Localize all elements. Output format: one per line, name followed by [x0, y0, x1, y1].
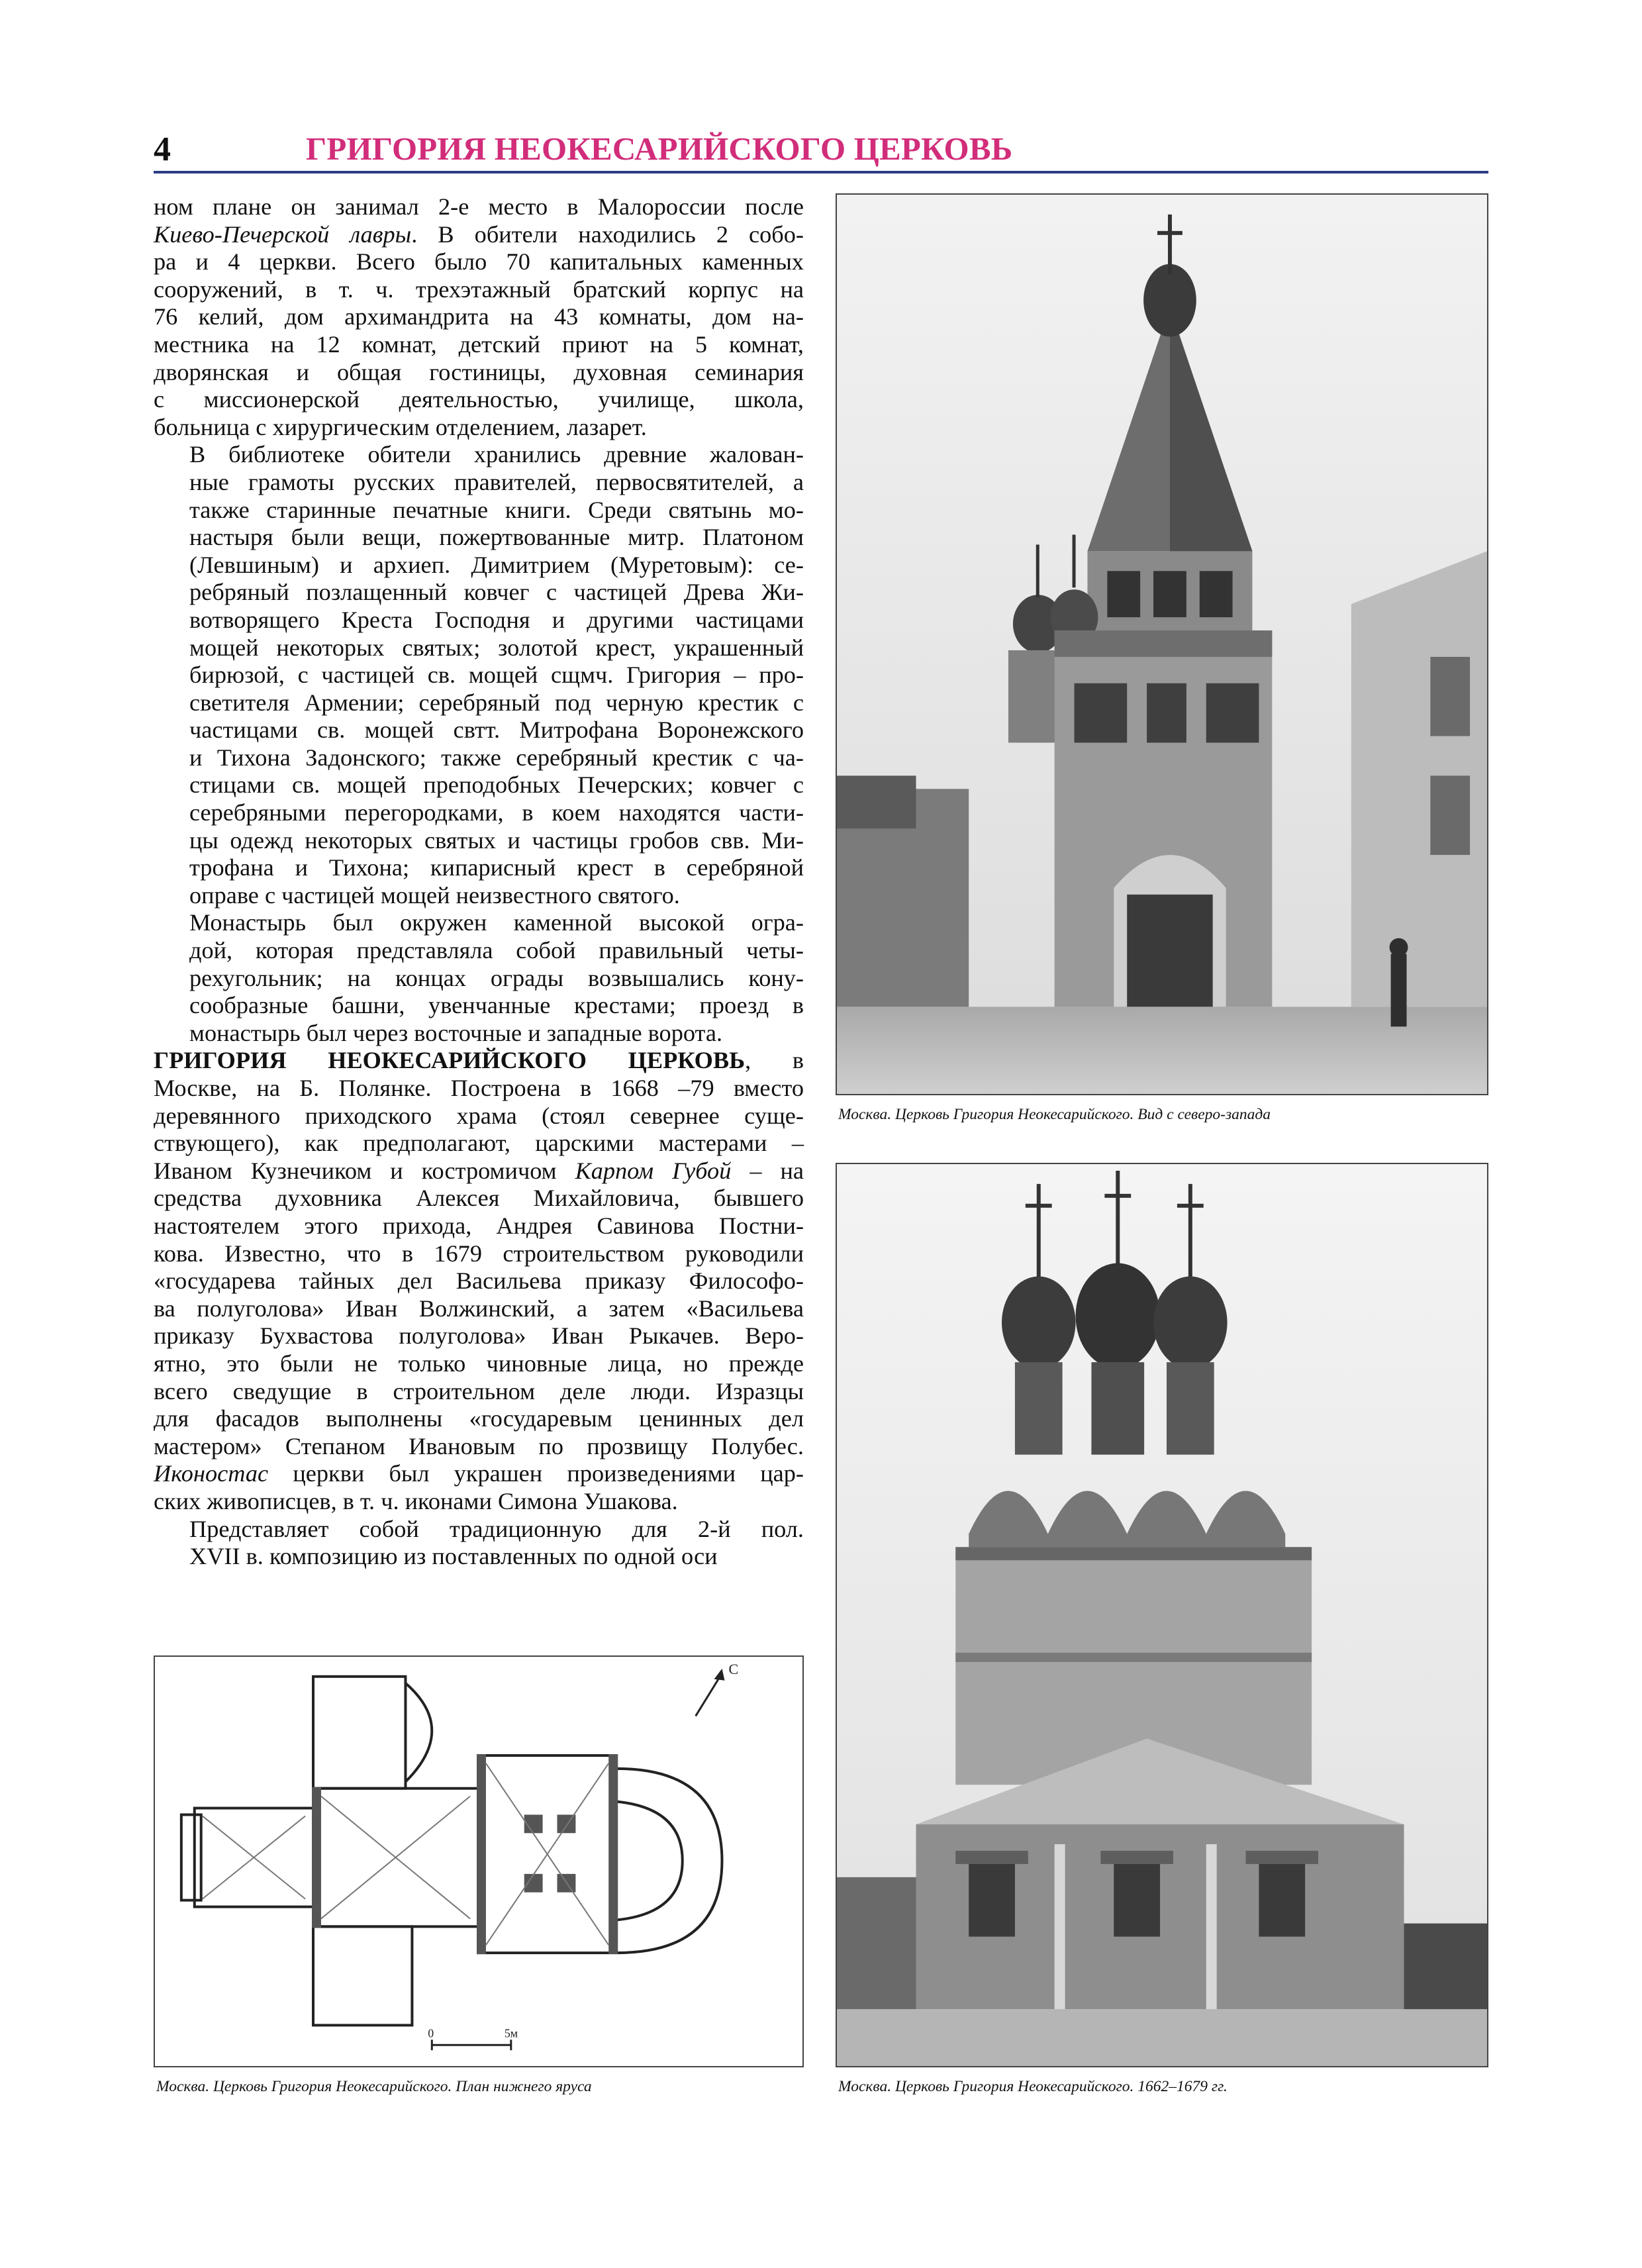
text-line: Москве, на Б. Полянке. Построена в 1668 –79 вместо [154, 1075, 804, 1101]
caption-main-view: Москва. Церковь Григория Неокесарийского. 1662–1679 гг. [838, 2078, 1228, 2095]
text-line: бирюзой, с частицей св. мощей сщмч. Григория – про- [189, 662, 804, 689]
scale-five-label: 5м [504, 2026, 518, 2040]
text-line: настоятелем этого прихода, Андрея Савинова Постни- [154, 1212, 804, 1239]
text-line: Иваном Кузнечиком и костромичом Карпом Губой – на [154, 1157, 804, 1184]
text-line: настыря были вещи, пожертвованные митр. Платоном [189, 524, 804, 551]
text-line: стицами св. мощей преподобных Печерских; ковчег с [189, 771, 804, 799]
text-line: серебряными перегородками, в коем находятся части- [189, 799, 804, 826]
header-rule [154, 171, 1488, 173]
text-line: дой, которая представляла собой правильный четы- [189, 937, 804, 964]
text-line: Киево-Печерской лавры. В обители находились 2 собо- [154, 221, 804, 248]
text-line: Иконостас церкви был украшен произведениями цар- [154, 1460, 804, 1487]
text-line: Монастырь был окружен каменной высокой огра- [189, 909, 804, 936]
text-line: ва полуголова» Иван Волжинский, а затем «Васильева [154, 1295, 804, 1322]
text-line: средства духовника Алексея Михайловича, бывшего [154, 1185, 804, 1212]
text-line: сообразные башни, увенчанные крестами; проезд в [189, 992, 804, 1019]
text-line: местника на 12 комнат, детский приют на 5 комнат, [154, 330, 804, 358]
text-line: мощей некоторых святых; золотой крест, украшенный [189, 634, 804, 661]
text-line: цы одежд некоторых святых и частицы гробов свв. Ми- [189, 826, 804, 854]
text-line: светителя Армении; серебряный под черную крестик с [189, 689, 804, 716]
paragraph-church-entry [154, 1047, 804, 1515]
text-line: ствующего), как предполагают, царскими мастерами – [154, 1130, 804, 1157]
scale-zero-label: 0 [428, 2026, 434, 2040]
text-line: оправе с частицей мощей неизвестного святого. [189, 881, 680, 909]
lower-tier-plan-drawing [155, 1657, 802, 2066]
photo-church-northwest-view [836, 193, 1488, 1095]
text-line: Представляет собой традиционную для 2-й пол. [189, 1515, 804, 1542]
text-line: (Левшиным) и архиеп. Димитрием (Муретовым): се- [189, 551, 804, 578]
text-line: ских живописцев, в т. ч. иконами Симона Ушакова. [154, 1487, 678, 1514]
text-line: вотворящего Креста Господня и другими частицами [189, 606, 804, 633]
paragraph-monastery-status [154, 193, 804, 441]
text-line: и Тихона Задонского; также серебряный крестик с ча- [189, 744, 804, 771]
text-line: трофана и Тихона; кипарисный крест в серебряной [189, 854, 804, 881]
photo-church-main-view [836, 1163, 1488, 2067]
text-line: ра и 4 церкви. Всего было 70 капитальных каменных [154, 248, 804, 275]
text-line: также старинные печатные книги. Среди святынь мо- [189, 496, 804, 523]
running-title: ГРИГОРИЯ НЕОКЕСАРИЙСКОГО ЦЕРКОВЬ [306, 130, 1013, 167]
text-line: «государева тайных дел Васильева приказу Философо- [154, 1267, 804, 1295]
paragraph-library-relics [154, 441, 804, 909]
text-line: больница с хирургическим отделением, лазарет. [154, 413, 647, 440]
text-line: ном плане он занимал 2-е место в Малороссии после [154, 193, 804, 220]
paragraph-enclosure [154, 909, 804, 1047]
text-line: рехугольник; на концах ограды возвышались кону- [189, 964, 804, 991]
text-line: монастырь был через восточные и западные ворота. [189, 1019, 723, 1046]
text-line: В библиотеке обители хранились древние жалован- [189, 441, 804, 468]
text-line: для фасадов выполнены «государевым ценинных дел [154, 1405, 804, 1432]
church-main-photo-image [837, 1164, 1487, 2066]
page-number: 4 [154, 130, 171, 168]
text-line: дворянская и общая гостиницы, духовная семинария [154, 358, 804, 385]
text-line: XVII в. композицию из поставленных по одной оси [189, 1543, 718, 1570]
text-line: сооружений, в т. ч. трехэтажный братский корпус на [154, 275, 804, 303]
text-line: мастером» Степаном Ивановым по прозвищу Полубес. [154, 1432, 804, 1459]
church-northwest-photo-image [837, 195, 1487, 1094]
text-line: частицами св. мощей свтт. Митрофана Воронежского [189, 716, 804, 744]
text-line: ятно, это были не только чиновные лица, но прежде [154, 1350, 804, 1377]
text-line: ребряный позлащенный ковчег с частицей Древа Жи- [189, 579, 804, 606]
text-line: 76 келий, дом архимандрита на 43 комнаты, дом на- [154, 303, 804, 330]
paragraph-composition [154, 1516, 804, 1571]
caption-northwest-view: Москва. Церковь Григория Неокесарийского. Вид с северо-запада [838, 1106, 1271, 1123]
text-line: с миссионерской деятельностью, училище, школа, [154, 386, 804, 413]
text-line: ные грамоты русских правителей, первосвятителей, а [189, 468, 804, 495]
north-label: С [728, 1661, 739, 1677]
text-line: приказу Бухвастова полуголова» Иван Рыкачев. Веро- [154, 1322, 804, 1350]
text-line: кова. Известно, что в 1679 строительством руководили [154, 1240, 804, 1267]
text-line: деревянного приходского храма (стоял севернее суще- [154, 1102, 804, 1129]
text-line: всего сведущие в строительном деле люди. Изразцы [154, 1377, 804, 1405]
figure-lower-tier-plan [154, 1655, 804, 2067]
caption-lower-tier-plan: Москва. Церковь Григория Неокесарийского. План нижнего яруса [156, 2078, 592, 2095]
article-text-column [154, 193, 804, 1571]
text-line: ГРИГОРИЯ НЕОКЕСАРИЙСКОГО ЦЕРКОВЬ, в [154, 1047, 804, 1074]
